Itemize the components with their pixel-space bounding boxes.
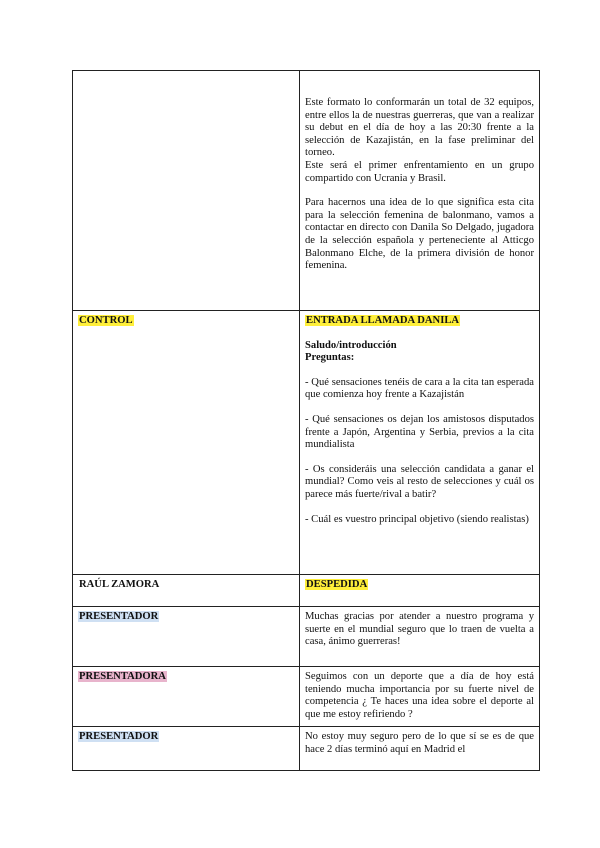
content-cell	[300, 575, 540, 607]
question-item: - Qué sensaciones tenéis de cara a la cita tan esperada que comienza hoy frente a Kazajistán	[305, 376, 534, 401]
subheading: Saludo/introducción	[305, 339, 397, 351]
speaker-label: PRESENTADOR	[79, 731, 159, 742]
paragraph: No estoy muy seguro pero de lo que sí se es de que hace 2 días terminó aquí en Madrid el	[305, 731, 534, 755]
table-row	[73, 607, 540, 667]
speaker-cell	[73, 607, 300, 667]
table-row	[73, 311, 540, 575]
speaker-cell	[73, 727, 300, 771]
segment-heading: ENTRADA LLAMADA DANILA	[306, 315, 460, 326]
paragraph: Seguimos con un deporte que a día de hoy está teniendo mucha importancia por su fuerte nivel de competencia ¿ Te haces una idea sobre el deporte al que me estoy refiriendo ?	[305, 671, 534, 720]
paragraph: Este formato lo conformarán un total de 32 equipos, entre ellos la de nuestras guerreras, que van a realizar su debut en el día de hoy a las 20:30 frente a la selección de Kazajistán, en la fase preliminar del torneo.	[305, 97, 534, 159]
content-cell	[300, 311, 540, 575]
table-row	[73, 71, 540, 311]
paragraph: Este será el primer enfrentamiento en un grupo compartido con Ucrania y Brasil.	[305, 159, 534, 184]
speaker-cell	[73, 575, 300, 607]
speaker-cell	[73, 311, 300, 575]
speaker-label: PRESENTADOR	[79, 611, 159, 622]
speaker-label: RAÚL ZAMORA	[79, 579, 160, 590]
content-cell	[300, 607, 540, 667]
script-table	[72, 70, 540, 771]
speaker-cell	[73, 667, 300, 727]
segment-heading: DESPEDIDA	[306, 579, 368, 590]
paragraph: Para hacernos una idea de lo que significa esta cita para la selección femenina de balonmano, vamos a contactar en directo con Danila So Delgado, jugadora de la selección española y perteneciente al Atticgo Balonmano Elche, de la primera división de honor femenina.	[305, 197, 534, 272]
speaker-cell	[73, 71, 300, 311]
table-row	[73, 575, 540, 607]
question-item: - Qué sensaciones os dejan los amistosos disputados frente a Japón, Argentina y Serbia, previos a la cita mundialista	[305, 413, 534, 451]
table-row	[73, 667, 540, 727]
table-row	[73, 727, 540, 771]
subheading: Preguntas:	[305, 352, 355, 364]
content-cell	[300, 71, 540, 311]
question-item: - Os consideráis una selección candidata a ganar el mundial? Como veis al resto de selecciones y cuál os parece más fuerte/rival a batir?	[305, 463, 534, 500]
question-item: - Cuál es vuestro principal objetivo (siendo realistas)	[305, 513, 529, 525]
content-cell	[300, 667, 540, 727]
content-cell	[300, 727, 540, 771]
speaker-label: PRESENTADORA	[79, 671, 166, 682]
paragraph: Muchas gracias por atender a nuestro programa y suerte en el mundial seguro que lo traen de vuelta a casa, ánimo guerreras!	[305, 611, 534, 648]
speaker-label: CONTROL	[79, 315, 133, 326]
